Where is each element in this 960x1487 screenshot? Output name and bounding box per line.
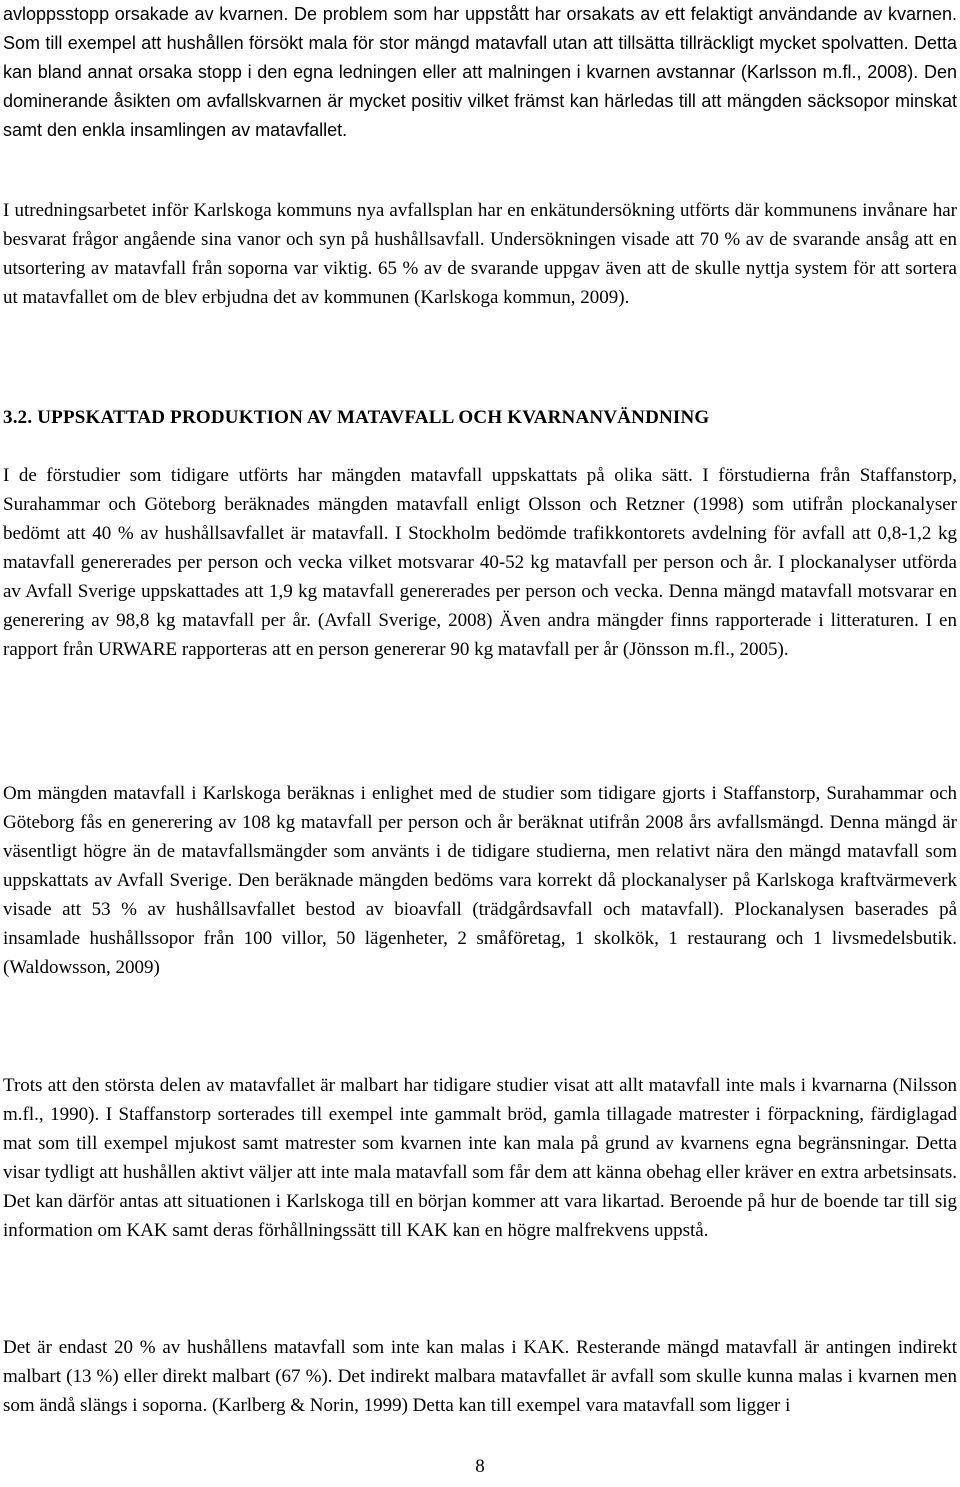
page-number: 8 [475, 1456, 485, 1477]
paragraph-avfallskvarnen-problem: avloppsstopp orsakade av kvarnen. De problem som har uppstått har orsakats av ett felaktigt användande av kvarnen. Som till exempel att hushållen försökt mala för stor mängd matavfall utan att tillsätta tillräckligt mycket spolvatten. Detta kan bland annat orsaka stopp i den egna ledningen eller att malningen i kvarnen avstannar (Karlsson m.fl., 2008). Den dominerande åsikten om avfallskvarnen är mycket positiv vilket främst kan härledas till att mängden säcksopor minskat samt den enkla insamlingen av matavfallet. [3, 4, 957, 140]
paragraph-karlskoga-berakning: Om mängden matavfall i Karlskoga beräknas i enlighet med de studier som tidigare gjorts i Staffanstorp, Surahammar och Göteborg fås en generering av 108 kg matavfall per person och år beräknat utifrån 2008 års avfallsmängd. Denna mängd är väsentligt högre än de matavfallsmängder som använts i de tidigare studierna, men relativt nära den mängd matavfall som uppskattats av Avfall Sverige. Den beräknade mängden bedöms vara korrekt då plockanalyser på Karlskoga kraftvärmeverk visade att 53 % av hushållsavfallet bestod av bioavfall (trädgårdsavfall och matavfall). Plockanalysen baserades på insamlade hushållssopor från 100 villor, 50 lägenheter, 2 småföretag, 1 skolkök, 1 restaurang och 1 livsmedelsbutik. (Waldowsson, 2009) [3, 783, 957, 978]
paragraph-enkatundersokning: I utredningsarbetet inför Karlskoga kommuns nya avfallsplan har en enkätundersökning utförts där kommunens invånare har besvarat frågor angående sina vanor och syn på hushållsavfall. Undersökningen visade att 70 % av de svarande ansåg att en utsortering av matavfall från soporna var viktig. 65 % av de svarande uppgav även att de skulle nyttja system för att sortera ut matavfallet om de blev erbjudna det av kommunen (Karlskoga kommun, 2009). [3, 200, 957, 308]
paragraph-malbart-matavfall: Trots att den största delen av matavfallet är malbart har tidigare studier visat att allt matavfall inte mals i kvarnarna (Nilsson m.fl., 1990). I Staffanstorp sorterades till exempel inte gammalt bröd, gamla tillagade matrester i förpackning, färdiglagad mat som till exempel mjukost samt matrester som kvarnen inte kan mala på grund av kvarnens egna begränsningar. Detta visar tydligt att hushållen aktivt väljer att inte mala matavfall som får dem att känna obehag eller kräver en extra arbetsinsats. Det kan därför antas att situationen i Karlskoga till en början kommer att vara likartad. Beroende på hur de boende tar till sig information om KAK samt deras förhållningssätt till KAK kan en högre malfrekvens uppstå. [3, 1075, 957, 1241]
paragraph-indirekt-malbart: Det är endast 20 % av hushållens matavfall som inte kan malas i KAK. Resterande mängd matavfall är antingen indirekt malbart (13 %) eller direkt malbart (67 %). Det indirekt malbara matavfallet är avfall som skulle kunna malas i kvarnen men som ändå slängs i soporna. (Karlberg & Norin, 1999) Detta kan till exempel vara matavfall som ligger i [3, 1337, 957, 1416]
paragraph-forstudier: I de förstudier som tidigare utförts har mängden matavfall uppskattats på olika sätt. I förstudierna från Staffanstorp, Surahammar och Göteborg beräknades mängden matavfall enligt Olsson och Retzner (1998) som utifrån plockanalyser bedömt att 40 % av hushållsavfallet är matavfall. I Stockholm bedömde trafikkontorets avdelning för avfall att 0,8-1,2 kg matavfall genererades per person och vecka vilket motsvarar 40-52 kg matavfall per person och år. I plockanalyser utförda av Avfall Sverige uppskattades att 1,9 kg matavfall genererades per person och vecka. Denna mängd matavfall motsvarar en generering av 98,8 kg matavfall per år. (Avfall Sverige, 2008) Även andra mängder finns rapporterade i litteraturen. I en rapport från URWARE rapporteras att en person genererar 90 kg matavfall per år (Jönsson m.fl., 2005). [3, 465, 957, 660]
section-heading: 3.2. UPPSKATTAD PRODUKTION AV MATAVFALL OCH KVARNANVÄNDNING [3, 407, 710, 428]
